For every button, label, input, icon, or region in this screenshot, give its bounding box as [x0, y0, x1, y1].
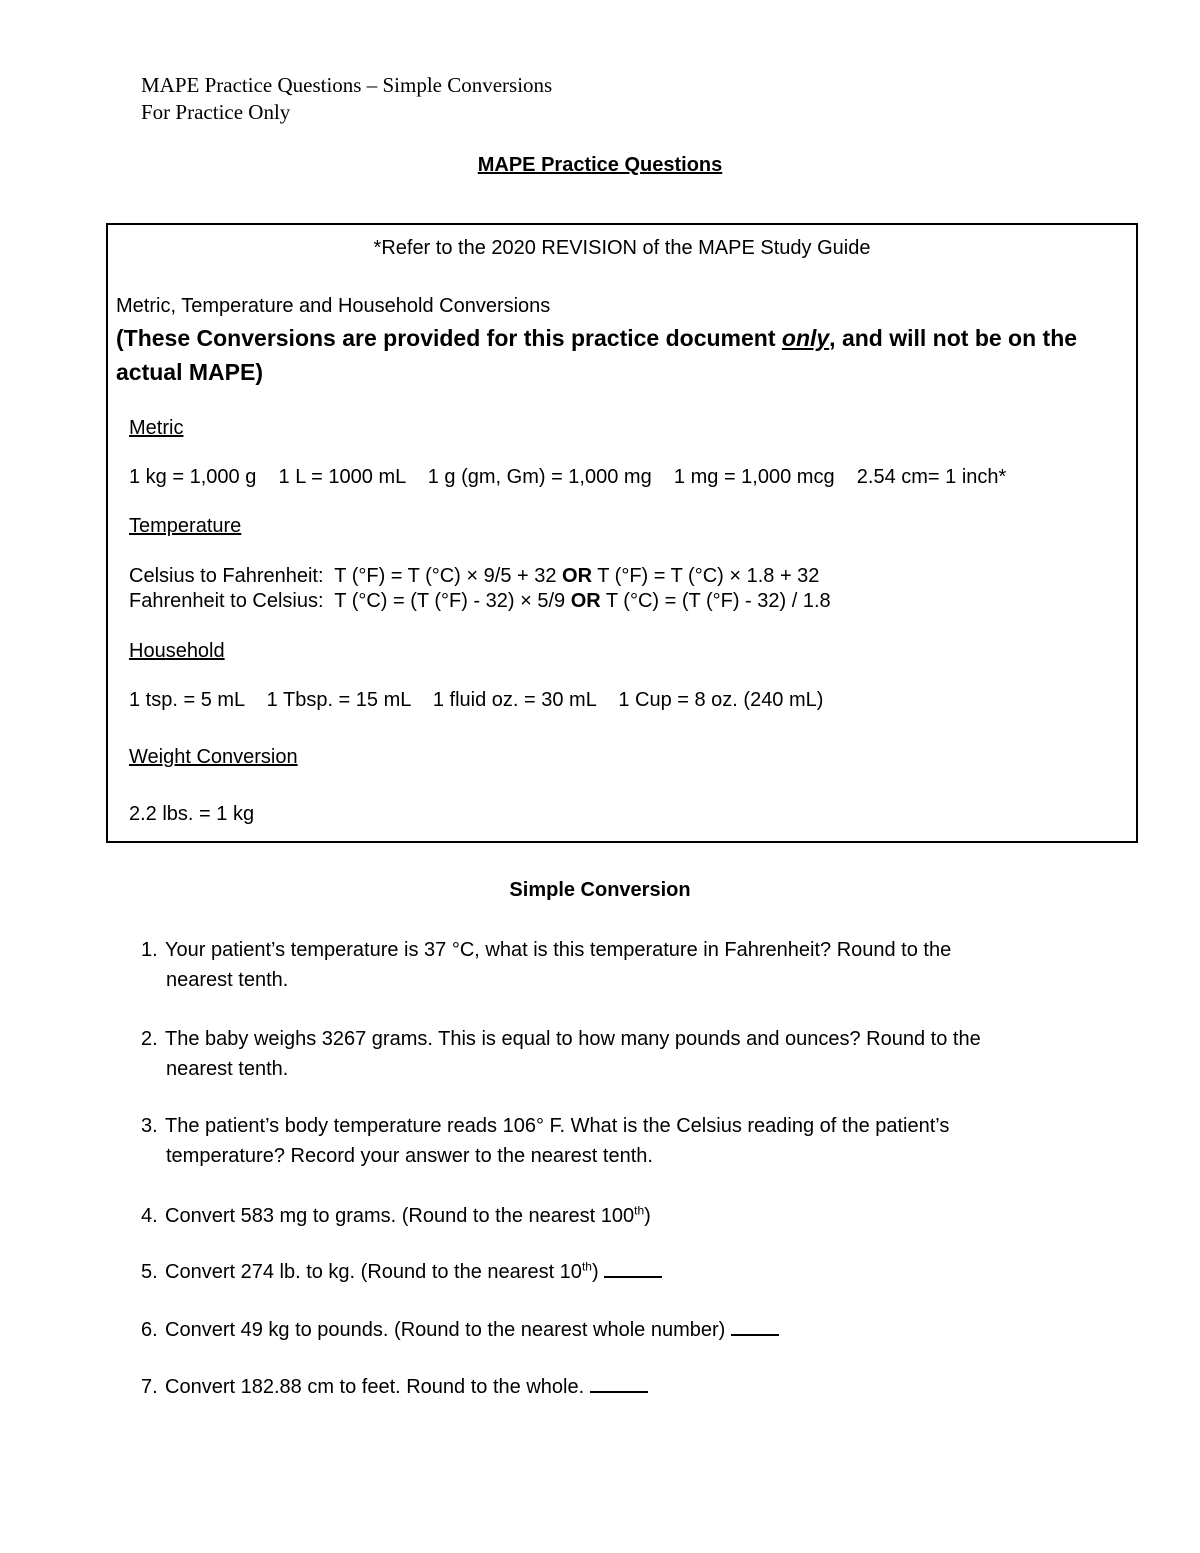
question-3: [141, 1111, 1041, 1171]
answer-blank[interactable]: [731, 1318, 779, 1336]
question-2: [141, 1024, 1041, 1084]
conversion-reference-box: [106, 223, 1138, 843]
question-number: 2.: [141, 1028, 158, 1050]
header-line-1: MAPE Practice Questions – Simple Conversions: [141, 73, 553, 97]
c-to-f-formula: Celsius to Fahrenheit: T (°F) = T (°C) × 9/5 + 32: [129, 565, 563, 587]
question-number: 5.: [141, 1261, 158, 1283]
question-6: [141, 1315, 1041, 1345]
ordinal-suffix: th: [634, 1203, 645, 1218]
study-guide-note: *Refer to the 2020 REVISION of the MAPE Study Guide: [373, 237, 871, 259]
c-to-f-or: OR: [562, 565, 593, 587]
question-text-cont: nearest tenth.: [166, 969, 289, 991]
f-to-c-alt-formula: T (°C) = (T (°F) - 32) / 1.8: [600, 590, 831, 612]
question-text: Convert 182.88 cm to feet. Round to the whole.: [165, 1376, 590, 1398]
question-text: Your patient’s temperature is 37 °C, what is this temperature in Fahrenheit? Round to the: [165, 939, 952, 961]
metric-heading: Metric: [129, 417, 184, 439]
practice-only-warning: [116, 321, 1126, 389]
ordinal-suffix: th: [581, 1259, 592, 1274]
question-number: 7.: [141, 1376, 158, 1398]
question-number: 3.: [141, 1115, 158, 1137]
temperature-heading: Temperature: [129, 515, 242, 537]
question-text-end: ): [591, 1261, 605, 1283]
f-to-c-or: OR: [570, 590, 601, 612]
question-text: The baby weighs 3267 grams. This is equal to how many pounds and ounces? Round to the: [165, 1028, 981, 1050]
weight-conversion: 2.2 lbs. = 1 kg: [129, 803, 255, 825]
conversions-subtitle: Metric, Temperature and Household Conversions: [116, 295, 551, 317]
question-7: [141, 1372, 1041, 1402]
household-heading: Household: [129, 640, 225, 662]
question-number: 4.: [141, 1205, 158, 1227]
metric-conversions: 1 kg = 1,000 g 1 L = 1000 mL 1 g (gm, Gm) = 1,000 mg 1 mg = 1,000 mcg 2.54 cm= 1 inch*: [129, 466, 1007, 488]
f-to-c-formula: Fahrenheit to Celsius: T (°C) = (T (°F) - 32) × 5/9: [129, 590, 571, 612]
question-5: [141, 1257, 1041, 1287]
question-text-cont: nearest tenth.: [166, 1058, 289, 1080]
warning-text-start: (These Conversions are provided for this practice document: [116, 325, 782, 351]
answer-blank[interactable]: [590, 1375, 648, 1393]
question-text-cont: temperature? Record your answer to the nearest tenth.: [166, 1145, 653, 1167]
page-title: MAPE Practice Questions: [477, 154, 723, 176]
warning-text-end: , and will not be on the actual MAPE): [116, 325, 1078, 385]
document-header: [141, 72, 552, 126]
warning-emphasis: only: [781, 325, 830, 351]
question-1: [141, 935, 1041, 995]
weight-heading: Weight Conversion: [129, 746, 298, 768]
question-number: 1.: [141, 939, 158, 961]
answer-blank[interactable]: [604, 1260, 662, 1278]
fahrenheit-to-celsius: [129, 590, 831, 613]
question-text: Convert 274 lb. to kg. (Round to the nearest 10: [165, 1261, 582, 1283]
household-conversions: 1 tsp. = 5 mL 1 Tbsp. = 15 mL 1 fluid oz. = 30 mL 1 Cup = 8 oz. (240 mL): [129, 689, 824, 711]
question-text: Convert 583 mg to grams. (Round to the nearest 100: [165, 1205, 635, 1227]
question-number: 6.: [141, 1319, 158, 1341]
c-to-f-alt-formula: T (°F) = T (°C) × 1.8 + 32: [592, 565, 820, 587]
question-4: [141, 1201, 1041, 1231]
question-text: Convert 49 kg to pounds. (Round to the nearest whole number): [165, 1319, 731, 1341]
header-line-2: For Practice Only: [141, 100, 291, 124]
celsius-to-fahrenheit: [129, 565, 819, 588]
section-title: Simple Conversion: [509, 879, 691, 901]
question-text: The patient’s body temperature reads 106° F. What is the Celsius reading of the patient’s: [165, 1115, 950, 1137]
question-text-end: ): [644, 1205, 651, 1227]
